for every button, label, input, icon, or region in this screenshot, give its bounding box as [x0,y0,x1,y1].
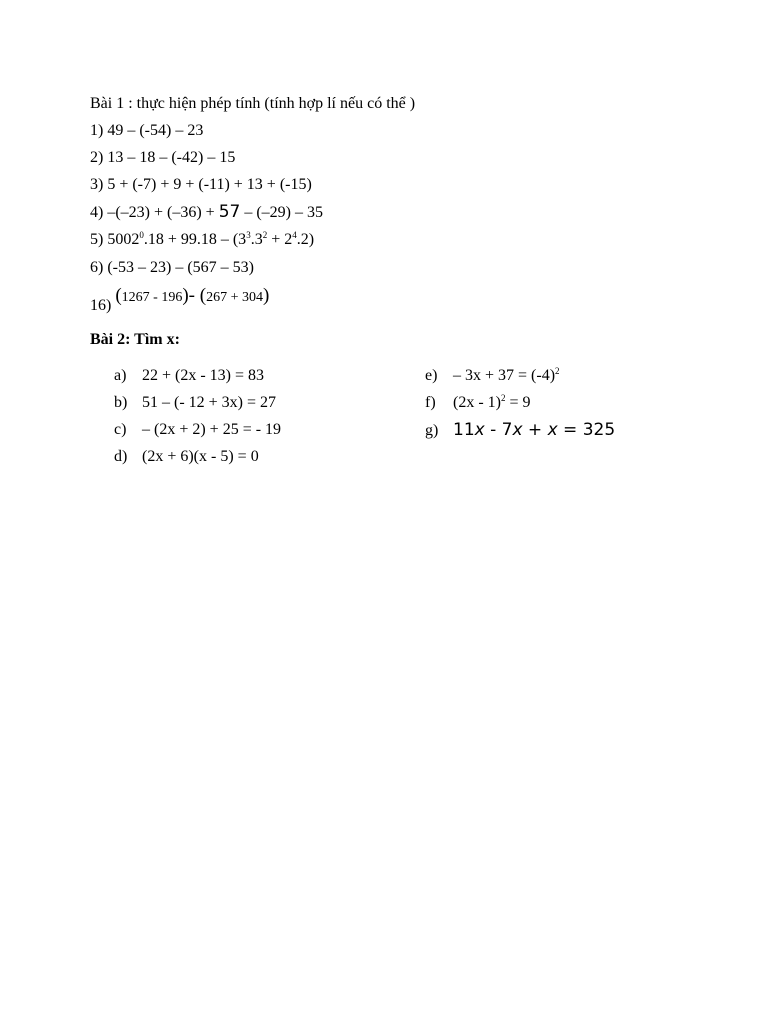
g-variable: x [547,420,558,440]
exercise-c [114,420,281,440]
exercise-e-text: – 3x + 37 = (-4) [453,367,556,384]
problem-16-group-1: 1267 - 196 [121,290,183,305]
problem-4 [90,202,323,223]
exercise-d [114,447,259,467]
exponent: 2 [262,230,268,240]
problem-3: 3) 5 + (-7) + 9 + (-11) + 13 + (-15) [90,176,312,193]
problem-5 [90,230,314,250]
g-term: - 7 [484,420,513,440]
exponent: 0 [139,230,144,240]
bai2-title: Bài 2: Tìm x: [90,331,180,348]
exercise-f [425,393,531,413]
exercise-a-text: 22 + (2x - 13) = 83 [142,367,265,384]
exponent: 2 [555,366,560,376]
paren-close: ) [182,285,189,306]
exercise-b-text: 51 – (- 12 + 3x) = 27 [142,394,277,411]
problem-6: 6) (-53 – 23) – (567 – 53) [90,259,254,276]
exercise-b-label: b) [114,394,128,411]
exercise-c-label: c) [114,421,127,438]
g-term: = 325 [557,420,616,440]
problem-16-expression [115,285,270,306]
exercise-f-text-b: = 9 [505,394,531,411]
problem-5-part-a: 5) 5002 [90,231,140,248]
problem-16 [90,285,270,317]
problem-5-part-b: .18 + 99.18 – (3 [143,231,247,248]
exponent: 4 [292,230,297,240]
exercise-e [425,366,560,386]
exponent: 3 [246,230,251,240]
problem-4-part-a: 4) –(–23) + (–36) + [90,204,219,221]
problem-4-part-b: 57 [218,202,241,222]
exercise-b [114,393,276,413]
exercise-f-text-a: (2x - 1) [453,394,501,411]
exercise-a [114,366,264,386]
problem-16-label: 16) [90,297,112,314]
exercise-e-label: e) [425,367,438,384]
g-variable: x [512,420,523,440]
exponent: 2 [500,393,506,403]
g-variable: x [474,420,485,440]
g-term: + [522,420,548,440]
problem-16-operator: - [188,285,200,306]
exercise-g-expression [453,420,615,440]
problem-1: 1) 49 – (-54) – 23 [90,122,204,139]
problem-5-part-c: .3 [250,231,263,248]
problem-4-part-c: – (–29) – 35 [240,204,323,221]
problem-5-part-d: + 2 [267,231,293,248]
exercise-f-label: f) [425,394,436,411]
exercise-d-label: d) [114,448,128,465]
paren-open: ( [199,285,207,306]
bai1-title: Bài 1 : thực hiện phép tính (tính hợp lí nếu có thể ) [90,95,416,112]
paren-close: ) [262,285,270,306]
exercise-g-label: g) [425,422,439,439]
problem-16-group-2: 267 + 304 [206,290,263,305]
exercise-d-text: (2x + 6)(x - 5) = 0 [142,448,259,465]
paren-open: ( [115,285,122,306]
exercise-c-text: – (2x + 2) + 25 = - 19 [142,421,282,438]
problem-5-part-f: .2) [296,231,315,248]
g-term: 11 [453,420,475,440]
exercise-g [425,420,615,441]
problem-2: 2) 13 – 18 – (-42) – 15 [90,149,236,166]
exercise-a-label: a) [114,367,127,384]
